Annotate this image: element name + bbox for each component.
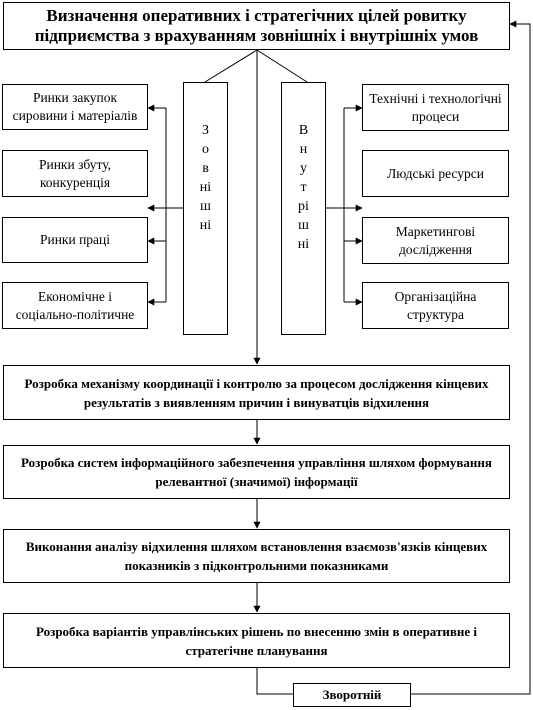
external-item-sales-markets: [2, 150, 148, 197]
step-text: Розробка систем інформаційного забезпечення управління шляхом формування релевантної (значимої) інформації: [21, 455, 492, 489]
internal-item-label: Організаційна структура: [394, 288, 477, 322]
internal-label: Внутрішні: [297, 123, 310, 252]
internal-item-technical: [362, 84, 509, 131]
fan-line-right: [257, 50, 307, 82]
internal-item-label: Маркетингові дослідження: [395, 223, 476, 257]
feedback-label: Зворотній: [322, 687, 382, 702]
external-item-label: Ринки збуту, конкуренція: [38, 156, 112, 190]
internal-column: [281, 82, 326, 335]
feedback-line-in: [257, 668, 293, 694]
step-text: Розробка варіантів управлінських рішень по внесенню змін в оперативне і стратегічне планування: [35, 623, 477, 658]
step-coordination-box: [3, 365, 510, 420]
title-box: [3, 2, 510, 50]
external-item-raw-materials: [2, 84, 148, 130]
title-text: Визначення оперативних і стратегічних цілей ровитку підприємства з врахуванням зовнішніх і внутрішніх умов: [34, 6, 479, 45]
step-text: Розробка механізму координації і контролю за процесом дослідження кінцевих результатів з виявленням причин і винуватців відхилення: [24, 375, 489, 410]
fan-line-left: [205, 50, 257, 82]
internal-item-label: Людські ресурси: [387, 165, 484, 181]
external-item-labor-markets: [2, 217, 148, 263]
internal-item-marketing: [362, 217, 509, 264]
external-label: Зовнішні: [199, 123, 212, 233]
external-item-label: Ринки праці: [39, 232, 111, 247]
step-information-box: [3, 445, 510, 499]
internal-item-org-structure: [362, 282, 509, 329]
external-column: [183, 82, 228, 335]
step-text: Виконання аналізу відхилення шляхом встановлення взаємозв'язків кінцевих показників з підконтрольними показниками: [25, 539, 488, 573]
external-item-label: Ринки закупок сировини і матеріалів: [12, 90, 138, 123]
external-item-label: Економічне і соціально-політичне: [15, 288, 135, 322]
step-decisions-box: [3, 613, 510, 668]
step-analysis-box: [3, 529, 510, 583]
internal-item-label: Технічні і технологічні процеси: [369, 90, 502, 124]
feedback-box: [293, 683, 411, 707]
internal-item-human-resources: [362, 150, 509, 197]
external-item-economic: [2, 282, 148, 329]
